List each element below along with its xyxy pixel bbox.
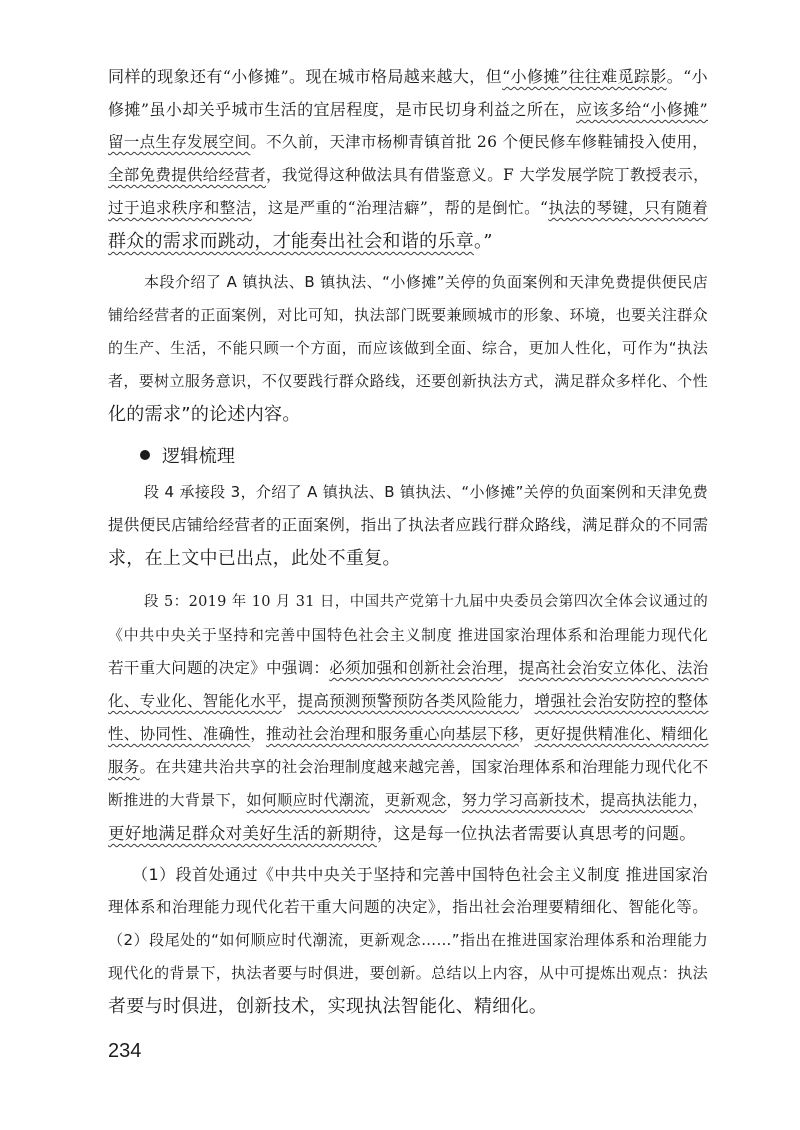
underlined-text: 全部免费提供给经营者: [108, 166, 267, 184]
text-line: [108, 751, 708, 784]
underlined-text: 性、协同性、准确性: [108, 725, 251, 743]
text-span: ，: [369, 791, 385, 809]
text-span: 。”: [474, 231, 493, 252]
text-span: 。不久前，天津市杨柳青镇首批 26 个便民修车修鞋铺投入使用，: [250, 133, 708, 151]
underlined-text: 必须加强和创新社会治理: [329, 659, 504, 677]
paragraph-4: [108, 586, 708, 850]
underlined-text: 努力学习高新技术: [461, 791, 585, 809]
underlined-text: 提高预测预警预防各类风险能力: [297, 692, 519, 710]
text-span: ，这是每一位执法者需要认真思考的问题。: [376, 824, 697, 843]
text-line: 提供便民店铺给经营者的正面案例，指出了执法者应践行群众路线，满足群众的不同需: [108, 516, 709, 534]
underlined-text: 提高执法能力: [600, 791, 693, 809]
paragraph-5: [108, 858, 708, 1023]
underlined-text: 执法的琴键，只有随着: [548, 199, 708, 217]
underlined-text: 服务: [108, 758, 140, 776]
underlined-text: 提高社会治安立体化、法治: [518, 659, 709, 677]
text-line: [108, 817, 708, 850]
text-span: 。“小: [666, 67, 708, 86]
underlined-text: 群众的需求而跳动，才能奏出社会和谐的乐章: [108, 231, 474, 252]
paragraph-2: [108, 266, 708, 431]
page-number: 234: [108, 1040, 142, 1062]
underlined-text: 更好地满足群众对美好生活的新期待: [108, 824, 377, 843]
paragraph-1: [108, 60, 708, 258]
text-span: 同样的现象还有“小修摊”。现在城市格局越来越大，但: [108, 67, 503, 86]
text-span: ，这是严重的“治理洁癖”，帮的是倒忙。“: [251, 199, 549, 217]
text-line: 段 4 承接段 3，介绍了 A 镇执法、B 镇执法、“小修摊”关停的负面案例和天津免费: [144, 483, 708, 501]
underlined-text: 更好提供精准化、精细化: [534, 725, 709, 743]
text-line: [108, 126, 708, 159]
text-line: 现代化的背景下，执法者要与时俱进，要创新。总结以上内容，从中可提炼出观点：执法: [108, 964, 708, 982]
text-line: [108, 784, 708, 817]
text-line: [108, 192, 708, 225]
text-span: ，: [518, 692, 535, 710]
text-line: 者要与时俱进，创新技术，实现执法智能化、精细化。: [108, 996, 548, 1017]
text-line: 化的需求”的论述内容。: [108, 404, 301, 425]
underlined-text: 如何顺应时代潮流: [246, 791, 370, 809]
underlined-text: 更新观念: [384, 791, 447, 809]
section-heading: [108, 440, 708, 473]
text-span: 断推进的大背景下，: [108, 791, 247, 809]
text-span: 若干重大问题的决定》中强调：: [108, 659, 330, 677]
text-line: 段 5：2019 年 10 月 31 日，中国共产党第十九届中央委员会第四次全体会议通过的: [144, 594, 708, 610]
text-span: 修摊”虽小却关乎城市生活的宜居程度，是市民切身利益之所在，: [108, 100, 577, 119]
text-line: （1）段首处通过《中共中央关于坚持和完善中国特色社会主义制度 推进国家治: [132, 865, 708, 884]
text-span: ，: [503, 659, 519, 677]
text-line: 理体系和治理能力现代化若干重大问题的决定》，指出社会治理要精细化、智能化等。: [108, 898, 708, 916]
text-line: [108, 225, 708, 258]
text-line: [108, 652, 708, 685]
underlined-text: 过于追求秩序和整洁: [108, 199, 252, 217]
text-line: [108, 60, 708, 93]
text-span: 。在共建共治共享的社会治理制度越来越完善，国家治理体系和治理能力现代化不: [139, 758, 709, 776]
text-line: 铺给经营者的正面案例，对比可知，执法部门既要兼顾城市的形象、环境，也要关注群众: [108, 306, 708, 324]
text-span: ，: [518, 725, 535, 743]
underlined-text: “小修摊”往往难觅踪影: [502, 67, 667, 86]
underlined-text: 推动社会治理和服务重心向基层下移: [266, 725, 519, 743]
text-span: ，我觉得这种做法具有借鉴意义。F 大学发展学院丁教授表示，: [266, 166, 709, 184]
text-line: 《中共中央关于坚持和完善中国特色社会主义制度 推进国家治理体系和治理能力现代化: [108, 626, 708, 644]
text-line: 者，要树立服务意识，不仅要践行群众路线，还要创新执法方式，满足群众多样化、个性: [108, 372, 708, 390]
text-span: ，: [281, 692, 298, 710]
underlined-text: 应该多给“小修摊”: [576, 100, 708, 119]
text-line: [108, 685, 708, 718]
text-line: 的生产、生活，不能只顾一个方面，而应该做到全面、综合，更加人性化，可作为“执法: [108, 339, 708, 357]
underlined-text: 化、专业化、智能化水平: [108, 692, 282, 710]
heading-text: 逻辑梳理: [162, 446, 236, 467]
text-line: [108, 718, 708, 751]
text-line: 本段介绍了 A 镇执法、B 镇执法、“小修摊”关停的负面案例和天津免费提供便民店: [144, 273, 708, 291]
bullet-icon: [140, 450, 150, 460]
paragraph-3: [108, 476, 708, 575]
text-line: （2）段尾处的“如何顺应时代潮流，更新观念……”指出在推进国家治理体系和治理能力: [108, 931, 708, 949]
text-span: ，: [584, 791, 601, 809]
text-span: ，: [446, 791, 462, 809]
text-line: [108, 93, 708, 126]
text-span: ，: [692, 791, 708, 809]
text-span: ，: [250, 725, 267, 743]
text-line: 求，在上文中已出点，此处不重复。: [108, 548, 401, 569]
underlined-text: 留一点生存发展空间: [108, 133, 251, 151]
underlined-text: 增强社会治安防控的整体: [534, 692, 709, 710]
text-line: [108, 159, 708, 192]
